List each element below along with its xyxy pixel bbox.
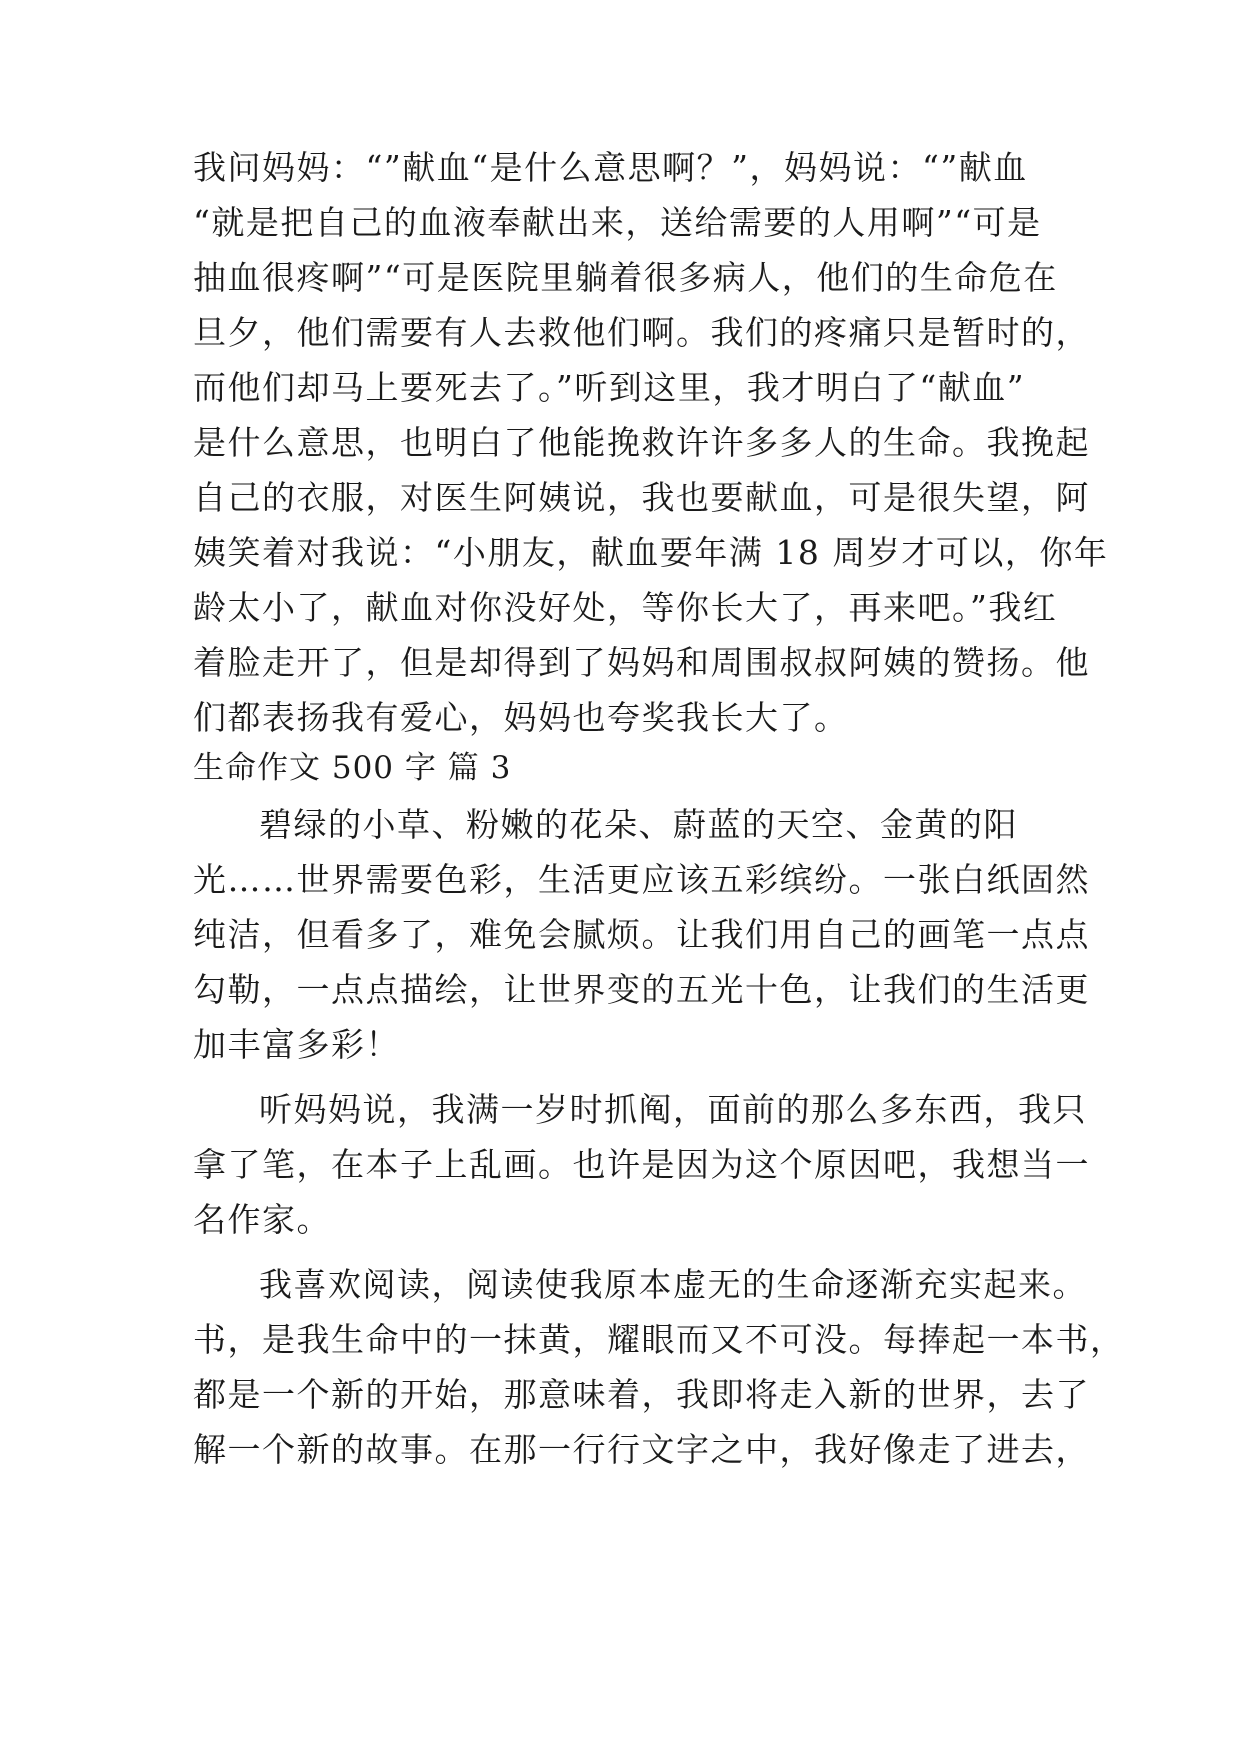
paragraph-line: 着脸走开了，但是却得到了妈妈和周围叔叔阿姨的赞扬。他 — [193, 643, 1090, 682]
paragraph-line: 姨笑着对我说：“小朋友，献血要年满 18 周岁才可以，你年 — [193, 533, 1109, 572]
paragraph-line: 我喜欢阅读，阅读使我原本虚无的生命逐渐充实起来。 — [259, 1265, 1087, 1304]
paragraph-line: 旦夕，他们需要有人去救他们啊。我们的疼痛只是暂时的， — [193, 313, 1090, 352]
paragraph-line: 听妈妈说，我满一岁时抓阄，面前的那么多东西，我只 — [259, 1090, 1087, 1129]
paragraph-line: 名作家。 — [193, 1200, 331, 1239]
paragraph-line: 是什么意思，也明白了他能挽救许许多多人的生命。我挽起 — [193, 423, 1090, 462]
paragraph-line: 书，是我生命中的一抹黄，耀眼而又不可没。每捧起一本书， — [193, 1320, 1125, 1359]
section-heading: 生命作文 500 字 篇 3 — [193, 750, 512, 786]
paragraph-line: 光……世界需要色彩，生活更应该五彩缤纷。一张白纸固然 — [193, 860, 1090, 899]
paragraph-line: 勾勒，一点点描绘，让世界变的五光十色，让我们的生活更 — [193, 970, 1090, 1009]
paragraph-line: 碧绿的小草、粉嫩的花朵、蔚蓝的天空、金黄的阳 — [259, 805, 1018, 844]
paragraph-line: 解一个新的故事。在那一行行文字之中，我好像走了进去， — [193, 1430, 1090, 1469]
paragraph-line: 我问妈妈：“”献血“是什么意思啊？”，妈妈说：“”献血 — [193, 148, 1028, 187]
paragraph-line: 们都表扬我有爱心，妈妈也夸奖我长大了。 — [193, 698, 849, 737]
paragraph-line: 加丰富多彩！ — [193, 1025, 400, 1064]
paragraph-line: 纯洁，但看多了，难免会腻烦。让我们用自己的画笔一点点 — [193, 915, 1090, 954]
paragraph-line: 自己的衣服，对医生阿姨说，我也要献血，可是很失望，阿 — [193, 478, 1090, 517]
paragraph-line: 都是一个新的开始，那意味着，我即将走入新的世界，去了 — [193, 1375, 1090, 1414]
paragraph-line: 抽血很疼啊”“可是医院里躺着很多病人，他们的生命危在 — [193, 258, 1058, 297]
paragraph-line: 拿了笔，在本子上乱画。也许是因为这个原因吧，我想当一 — [193, 1145, 1090, 1184]
paragraph-line: “就是把自己的血液奉献出来，送给需要的人用啊”“可是 — [193, 203, 1042, 242]
paragraph-line: 龄太小了，献血对你没好处，等你长大了，再来吧。”我红 — [193, 588, 1058, 627]
paragraph-line: 而他们却马上要死去了。”听到这里，我才明白了“献血” — [193, 368, 1026, 407]
